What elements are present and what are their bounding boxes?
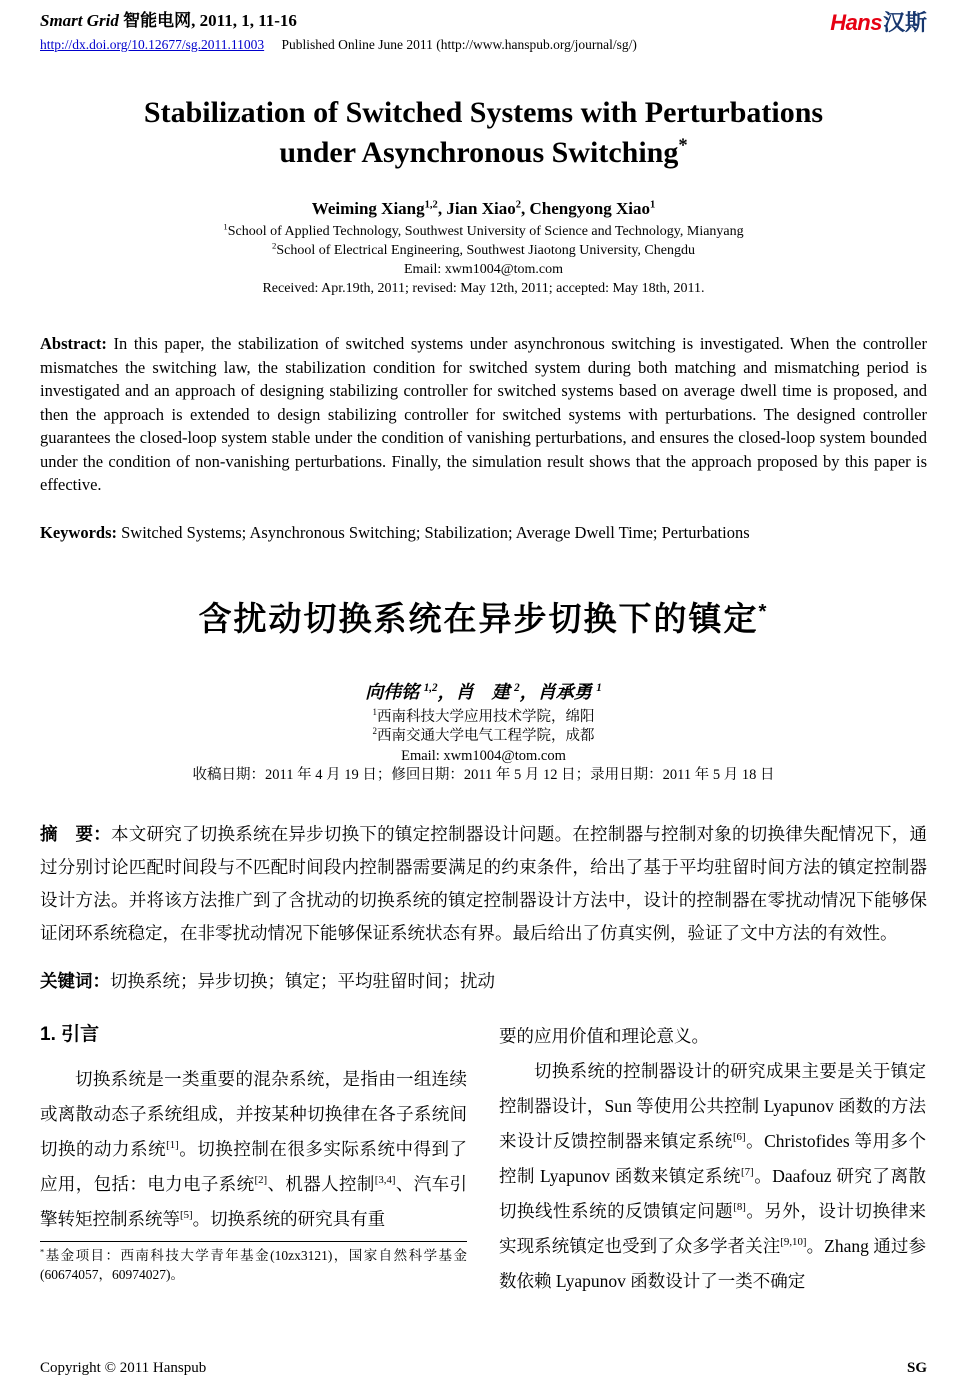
keywords-en xyxy=(40,523,927,543)
affiliations-en xyxy=(40,222,927,298)
abstract-cn xyxy=(40,818,927,950)
hans-logo xyxy=(830,6,927,37)
keywords-text-cn: 切换系统；异步切换；镇定；平均驻留时间；扰动 xyxy=(110,970,495,991)
copyright-text: Copyright © 2011 Hanspub xyxy=(40,1360,207,1376)
page-title xyxy=(40,93,927,173)
left-column xyxy=(40,1019,467,1299)
page-header xyxy=(40,6,927,53)
abstract-text-en: In this paper, the stabilization of switched systems under asynchronous switching is investigated. When the controller mismatches the switching law, the stabilization condition for switched system during both matching and mismatching period is investigated and an approach of designing stabilizing controller for switched systems based on average dwell time is proposed, and then the approach is extended to design stabilizing controller for switched systems with perturbations. The designed controller guarantees the closed-loop system stable under the condition of vanishing perturbations, and ensures the closed-loop system bounded under the condition of non-vanishing perturbations. Finally, the simulation result shows that the approach proposed by this paper is effective. xyxy=(40,334,927,494)
email-line-en: Email: xwm1004@tom.com xyxy=(403,262,564,277)
intro-paragraph-left: 切换系统是一类重要的混杂系统，是指由一组连续或离散动态子系统组成，并按某种切换律在各子系统间切换的动力系统[1]。切换控制在很多实际系统中得到了应用，包括：电力电子系统[2]、机器人控制[3,4]、汽车引擎转矩控制系统等[5]。切换系统的研究具有重 xyxy=(40,1068,468,1229)
section-1-heading: 1. 引言 xyxy=(40,1023,100,1045)
affiliations-cn xyxy=(40,708,927,786)
abstract-text-cn: 本文研究了切换系统在异步切换下的镇定控制器设计问题。在控制器与控制对象的切换律失配情况下，通过分别讨论匹配时间段与不匹配时间段内控制器需要满足的约束条件，给出了基于平均驻留时间方法的镇定控制器设计方法。并将该方法推广到了含扰动的切换系统的镇定控制器设计方法中，设计的控制器在零扰动情况下能够保证闭环系统稳定，在非零扰动情况下能够保证系统状态有界。最后给出了仿真实例，验证了文中方法的有效性。 xyxy=(40,823,928,943)
journal-title-en: Smart Grid xyxy=(40,11,119,30)
authors-en: Weiming Xiang$^{1,2}$, Jian Xiao$^2$, Chengyong Xiao$^1$ xyxy=(311,199,656,218)
dates-line-cn: 收稿日期：2011 年 4 月 19 日；修回日期：2011 年 5 月 12 日；录用日期：2011 年 5 月 18 日 xyxy=(192,767,775,783)
affiliation-2-cn: $^2$西南交通大学电气工程学院，成都 xyxy=(372,726,595,744)
page-footer xyxy=(40,1360,927,1377)
hans-logo-en: Hans xyxy=(830,10,882,35)
affiliation-1-cn: $^1$西南科技大学应用技术学院，绵阳 xyxy=(372,706,595,725)
keywords-cn xyxy=(40,968,927,993)
email-line-cn: Email: xwm1004@tom.com xyxy=(401,747,566,764)
page-title-line1: Stabilization of Switched Systems with Perturbations xyxy=(143,96,824,129)
affiliation-2-en: $^2$School of Electrical Engineering, Southwest Jiaotong University, Chengdu xyxy=(272,240,695,258)
journal-title xyxy=(40,6,637,31)
published-text: Published Online June 2011 (http://www.hanspub.org/journal/sg/) xyxy=(281,37,637,52)
hans-logo-cn: 汉斯 xyxy=(882,10,927,35)
doi-link[interactable]: http://dx.doi.org/10.12677/sg.2011.11003 xyxy=(40,37,265,52)
page-title-cn: 含扰动切换系统在异步切换下的镇定* xyxy=(198,599,769,637)
abstract-label-en: Abstract: xyxy=(40,334,107,353)
page-title-line2: under Asynchronous Switching* xyxy=(279,135,688,169)
keywords-label-en: Keywords: xyxy=(40,522,117,542)
journal-code: SG xyxy=(906,1360,927,1376)
doi-line xyxy=(40,37,637,53)
funding-footnote: *基金项目：西南科技大学青年基金(10zx3121)，国家自然科学基金(60674057，60974027)。 xyxy=(40,1241,467,1284)
keywords-label-cn: 关键词： xyxy=(40,970,110,991)
abstract-en xyxy=(40,332,927,497)
keywords-text-en: Switched Systems; Asynchronous Switching; Stabilization; Average Dwell Time; Perturbations xyxy=(117,522,750,542)
intro-columns xyxy=(40,1019,927,1299)
received-line-en: Received: Apr.19th, 2011; revised: May 12th, 2011; accepted: May 18th, 2011. xyxy=(262,281,705,296)
authors-cn: 向伟铭 $^{1,2}$，肖 建 $^2$，肖承勇 $^1$ xyxy=(365,681,602,702)
abstract-label-cn: 摘 要： xyxy=(40,823,111,844)
affiliation-1-en: $^1$School of Applied Technology, Southwest University of Science and Technology, Mianyang xyxy=(223,221,744,239)
journal-info xyxy=(40,6,637,53)
intro-paragraph-right-1: 要的应用价值和理论意义。 xyxy=(499,1025,709,1046)
intro-paragraph-right-2: 切换系统的控制器设计的研究成果主要是关于镇定控制器设计，Sun 等使用公共控制 Lyapunov 函数的方法来设计反馈控制器来镇定系统[6]。Christofides 等用多个控制 Lyapunov 函数来镇定系统[7]。Daafouz 研究了离散切换线性系统的反馈镇定问题[8]。另外，设计切换律来实现系统镇定也受到了众多学者关注[9,10]。Zhang 通过参数依赖 Lyapunov 函数设计了一类不确定 xyxy=(499,1060,927,1291)
journal-title-cn-issue: 智能电网, 2011, 1, 11-16 xyxy=(123,11,297,30)
right-column xyxy=(499,1019,926,1299)
